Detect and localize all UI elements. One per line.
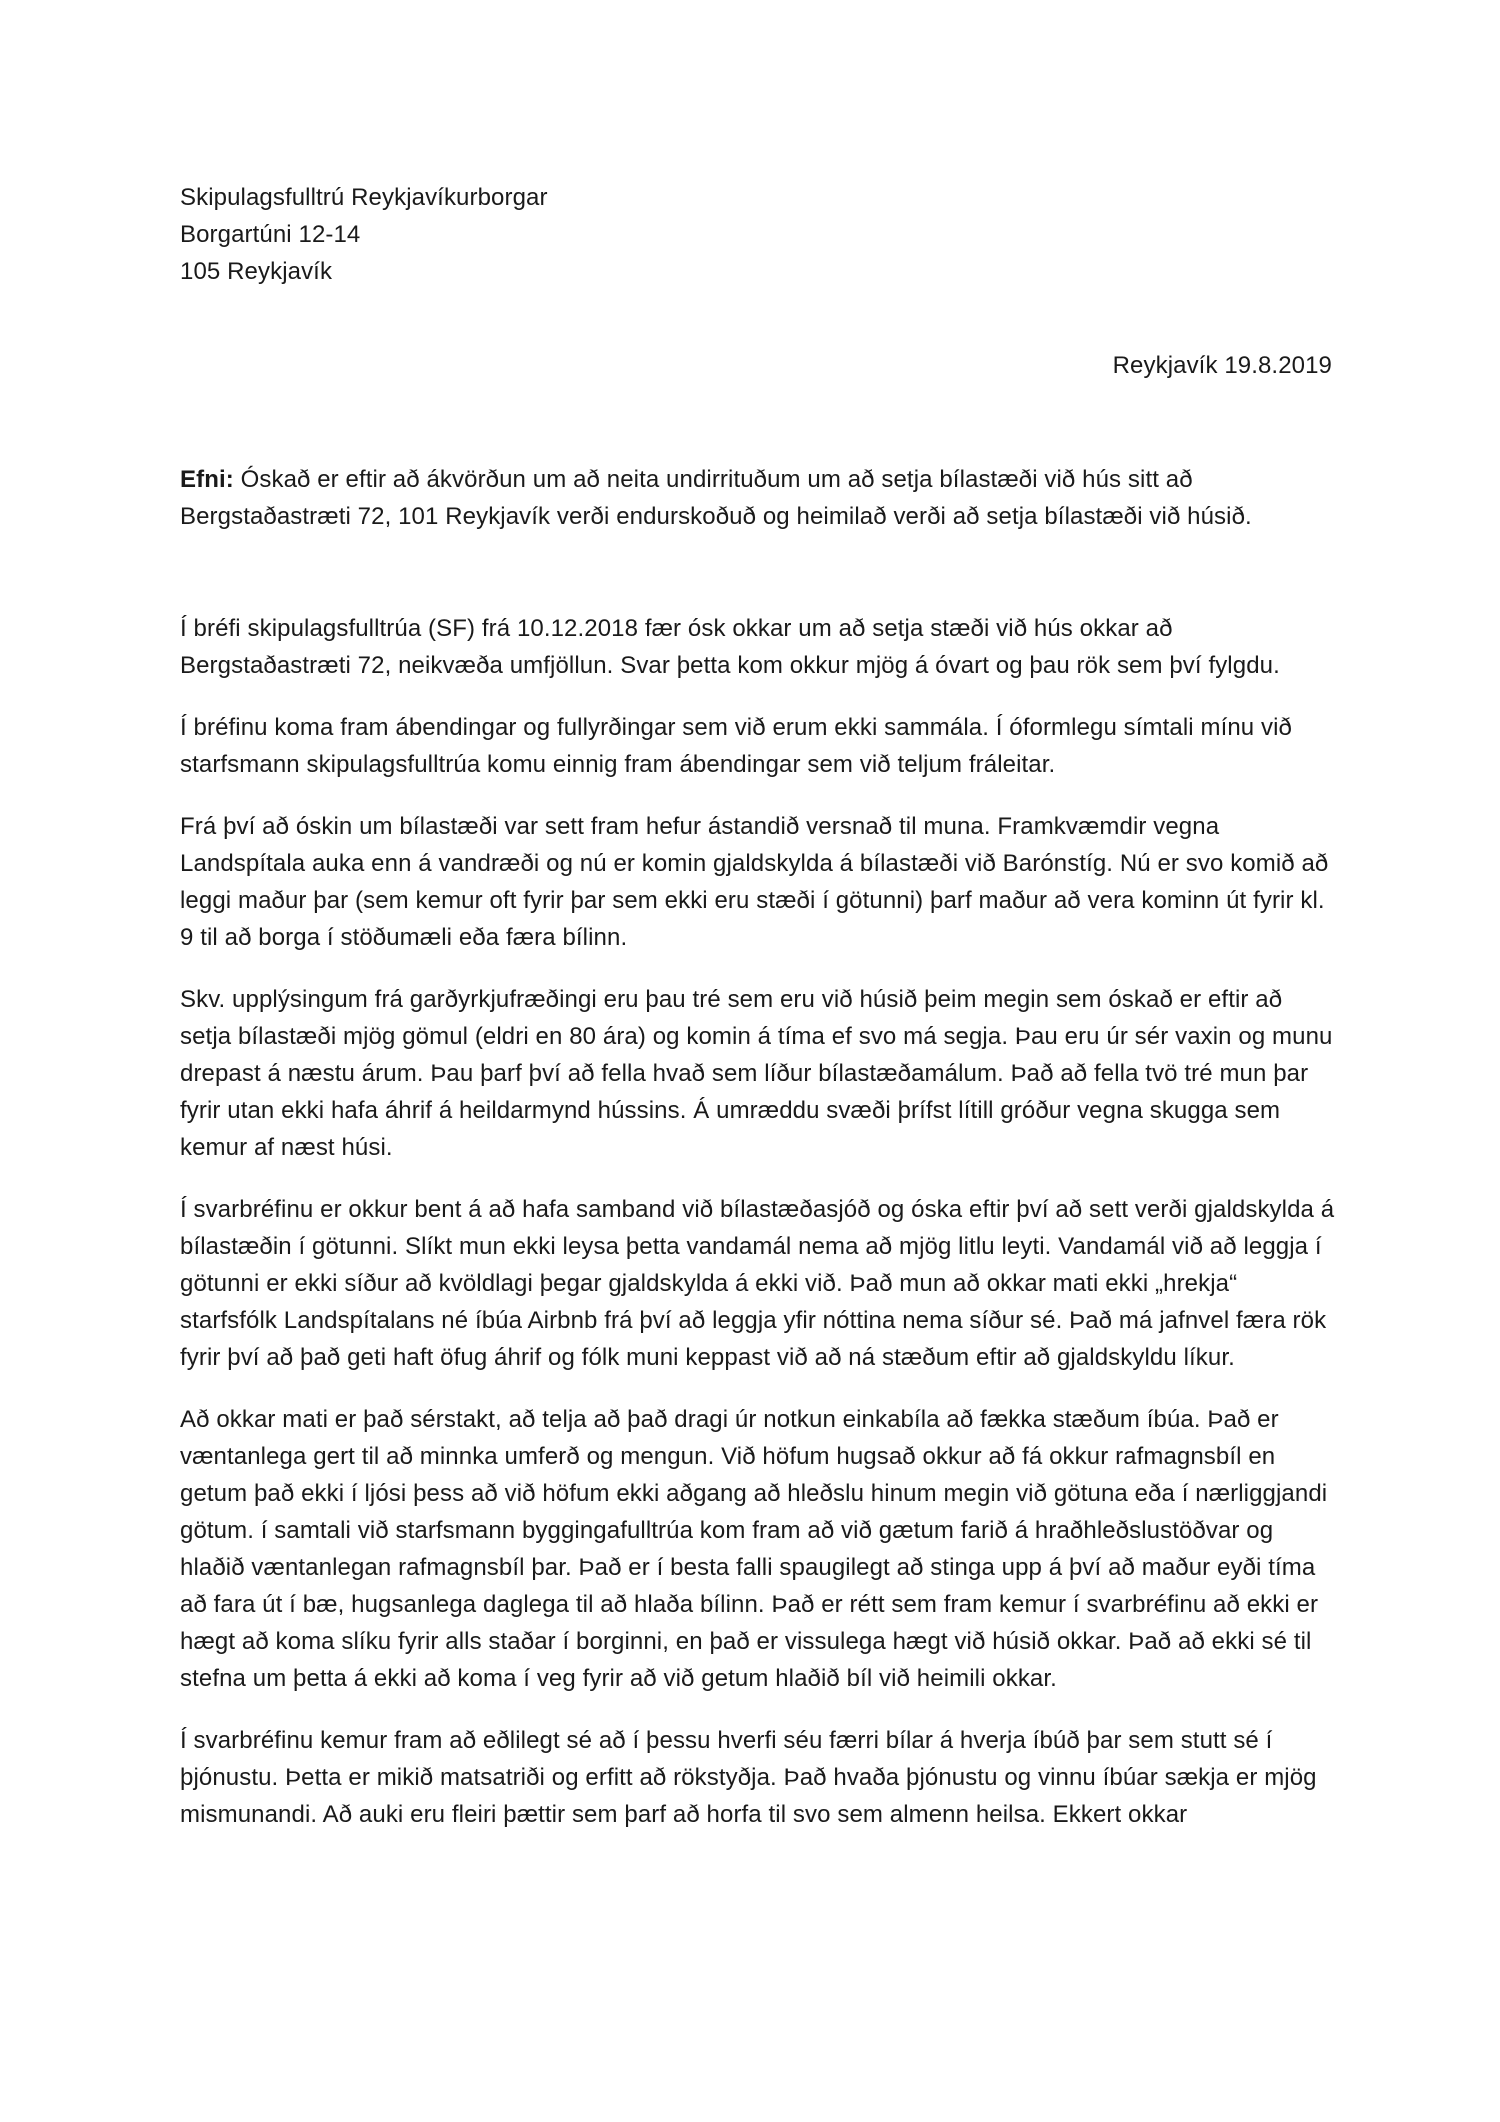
- subject-label: Efni:: [180, 466, 234, 493]
- letter-date: Reykjavík 19.8.2019: [1112, 352, 1332, 379]
- recipient-line-2: Borgartúni 12-14: [180, 221, 361, 248]
- subject-line: [180, 461, 1340, 535]
- paragraph-6: Að okkar mati er það sérstakt, að telja að það dragi úr notkun einkabíla að fækka stæðum íbúa. Það er væntanlega gert til að minnka umferð og mengun. Við höfum hugsað okkur að fá okkur rafmagnsbíl en getum það ekki í ljósi þess að við höfum ekki aðgang að hleðslu hinum megin við götuna eða í nærliggjandi götum. í samtali við starfsmann byggingafulltrúa kom fram að við gætum farið á hraðhleðslustöðvar og hlaðið væntanlegan rafmagnsbíl þar. Það er í besta falli spaugilegt að stinga upp á því að maður eyði tíma að fara út í bæ, hugsanlega daglega til að hlaða bílinn. Það er rétt sem fram kemur í svarbréfinu að ekki er hægt að koma slíku fyrir alls staðar í borginni, en það er vissulega hægt við húsið okkar. Það að ekki sé til stefna um þetta á ekki að koma í veg fyrir að við getum hlaðið bíl við heimili okkar.: [180, 1406, 1328, 1692]
- paragraph-7: Í svarbréfinu kemur fram að eðlilegt sé að í þessu hverfi séu færri bílar á hverja íbúð þar sem stutt sé í þjónustu. Þetta er mikið matsatriði og erfitt að rökstyðja. Það hvaða þjónustu og vinnu íbúar sækja er mjög mismunandi. Að auki eru fleiri þættir sem þarf að horfa til svo sem almenn heilsa. Ekkert okkar: [180, 1727, 1317, 1828]
- recipient-line-1: Skipulagsfulltrú Reykjavíkurborgar: [180, 184, 548, 211]
- paragraph-1: Í bréfi skipulagsfulltrúa (SF) frá 10.12.2018 fær ósk okkar um að setja stæði við hús okkar að Bergstaðastræti 72, neikvæða umfjöllun. Svar þetta kom okkur mjög á óvart og þau rök sem því fylgdu.: [180, 615, 1280, 679]
- recipient-address: [180, 179, 880, 290]
- subject-text: Óskað er eftir að ákvörðun um að neita undirrituðum um að setja bílastæði við hús sitt að Bergstaðastræti 72, 101 Reykjavík verði endurskoðuð og heimilað verði að setja bílastæði við húsið.: [180, 466, 1252, 530]
- paragraph-5: Í svarbréfinu er okkur bent á að hafa samband við bílastæðasjóð og óska eftir því að sett verði gjaldskylda á bílastæðin í götunni. Slíkt mun ekki leysa þetta vandamál nema að mjög litlu leyti. Vandamál við að leggja í götunni er ekki síður að kvöldlagi þegar gjaldskylda á ekki við. Það mun að okkar mati ekki „hrekja“ starfsfólk Landspítalans né íbúa Airbnb frá því að leggja yfir nóttina nema síður sé. Það má jafnvel færa rök fyrir því að það geti haft öfug áhrif og fólk muni keppast við að ná stæðum eftir að gjaldskyldu líkur.: [180, 1196, 1335, 1371]
- paragraph-2: Í bréfinu koma fram ábendingar og fullyrðingar sem við erum ekki sammála. Í óformlegu símtali mínu við starfsmann skipulagsfulltrúa komu einnig fram ábendingar sem við teljum fráleitar.: [180, 714, 1292, 778]
- paragraph-4: Skv. upplýsingum frá garðyrkjufræðingi eru þau tré sem eru við húsið þeim megin sem óskað er eftir að setja bílastæði mjög gömul (eldri en 80 ára) og komin á tíma ef svo má segja. Þau eru úr sér vaxin og munu drepast á næstu árum. Þau þarf því að fella hvað sem líður bílastæðamálum. Það að fella tvö tré mun þar fyrir utan ekki hafa áhrif á heildarmynd hússins. Á umræddu svæði þrífst lítill gróður vegna skugga sem kemur af næst húsi.: [180, 986, 1333, 1161]
- recipient-line-3: 105 Reykjavík: [180, 258, 333, 285]
- letter-body: [180, 610, 1335, 1858]
- paragraph-3: Frá því að óskin um bílastæði var sett fram hefur ástandið versnað til muna. Framkvæmdir vegna Landspítala auka enn á vandræði og nú er komin gjaldskylda á bílastæði við Barónstíg. Nú er svo komið að leggi maður þar (sem kemur oft fyrir þar sem ekki eru stæði í götunni) þarf maður að vera kominn út fyrir kl. 9 til að borga í stöðumæli eða færa bílinn.: [180, 813, 1329, 951]
